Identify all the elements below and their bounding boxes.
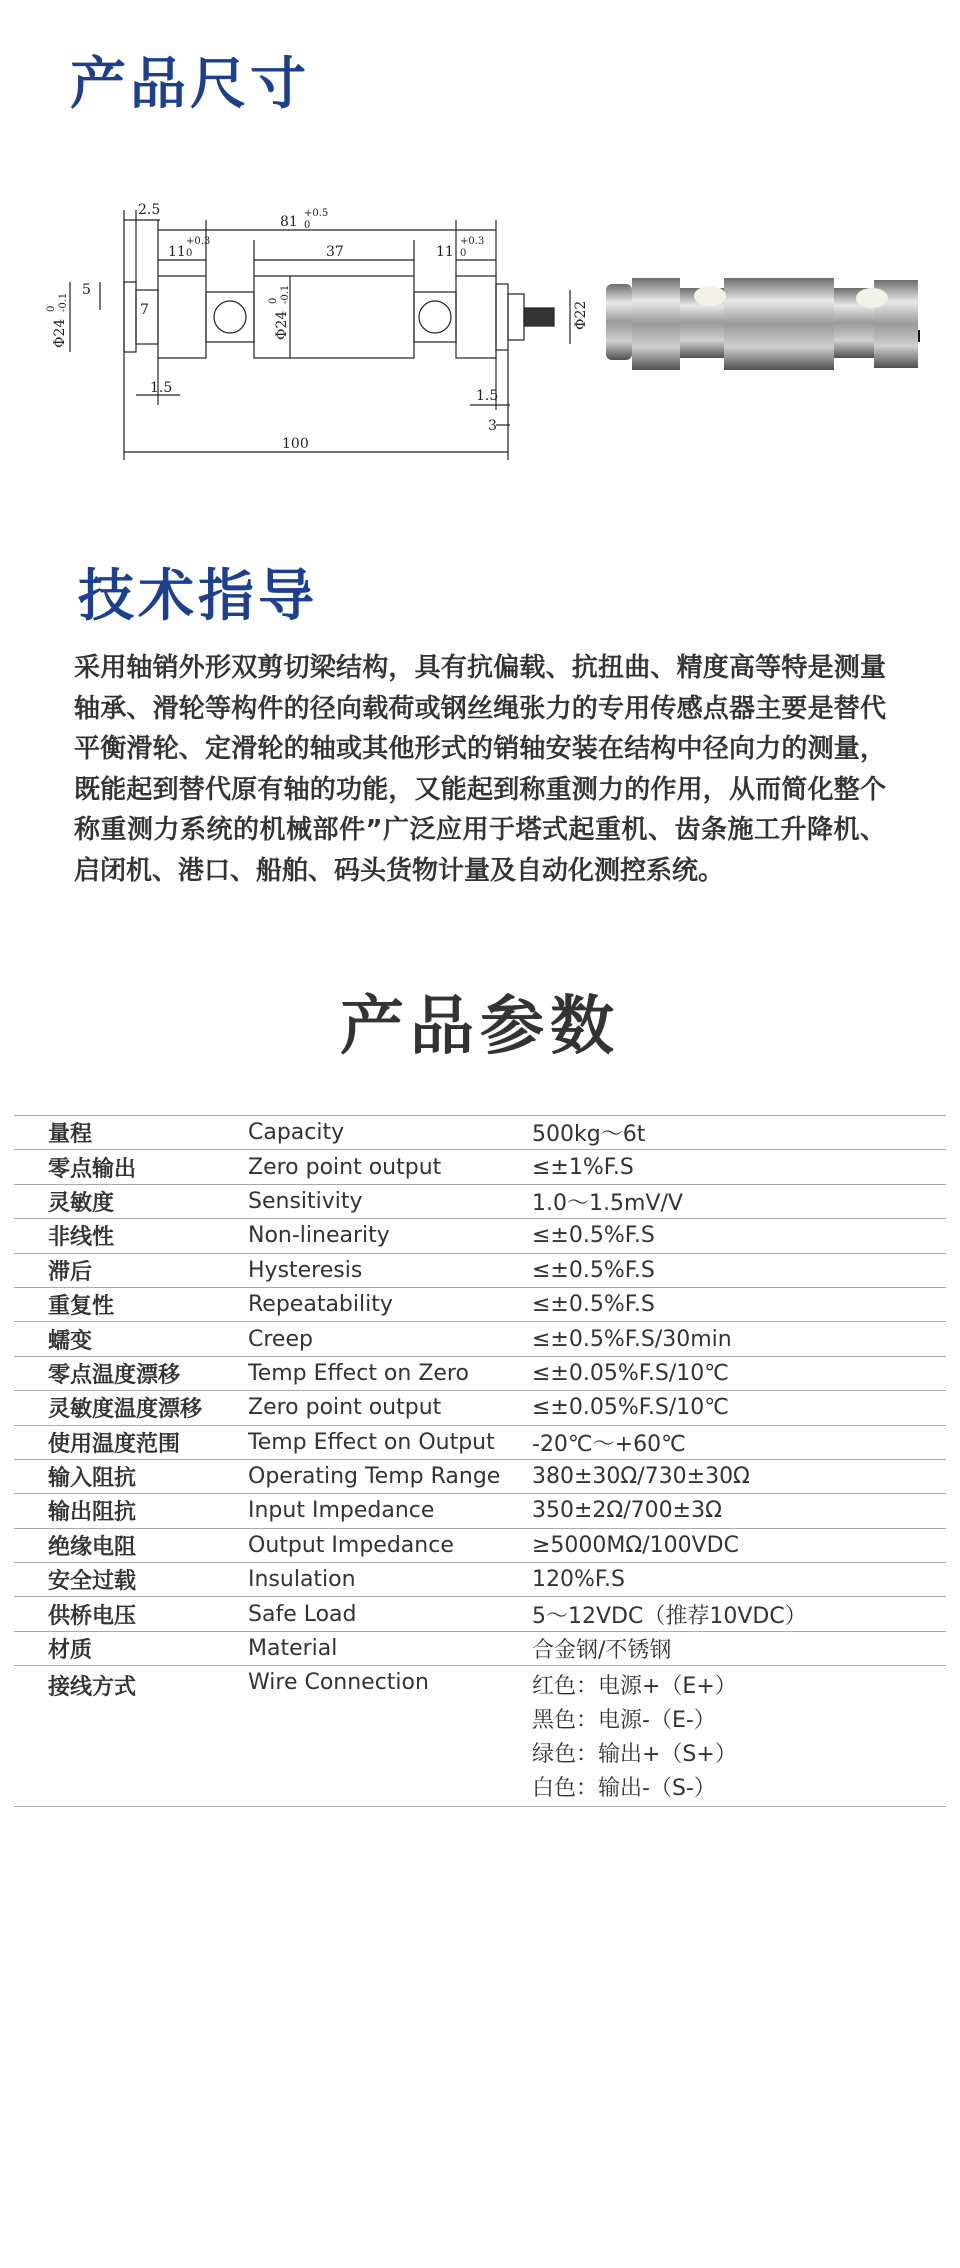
param-value: ≤±0.5%F.S/30min bbox=[532, 1322, 946, 1356]
wire-color-definition: 白色：输出-（S-） bbox=[532, 1776, 716, 1802]
param-name-en: Output Impedance bbox=[248, 1528, 532, 1562]
label-100: 100 bbox=[282, 436, 309, 452]
param-name-en: Hysteresis bbox=[248, 1253, 532, 1287]
param-name-en: Safe Load bbox=[248, 1597, 532, 1631]
param-name-zh: 使用温度范围 bbox=[14, 1425, 248, 1459]
label-11-right-tol-lower: 0 bbox=[460, 248, 467, 259]
param-name-en: Sensitivity bbox=[248, 1184, 532, 1218]
param-row bbox=[14, 1322, 946, 1356]
param-name-en: Repeatability bbox=[248, 1287, 532, 1321]
param-value: 1.0～1.5mV/V bbox=[532, 1184, 946, 1218]
param-name-zh: 灵敏度 bbox=[14, 1184, 248, 1218]
right-neck bbox=[414, 292, 456, 342]
wire-color-definition: 红色：电源+（E+） bbox=[532, 1674, 737, 1700]
param-row bbox=[14, 1563, 946, 1597]
param-value: ≤±0.05%F.S/10℃ bbox=[532, 1391, 946, 1425]
param-row bbox=[14, 1219, 946, 1253]
param-name-en: Temp Effect on Output bbox=[248, 1425, 532, 1459]
label-2-5: 2.5 bbox=[138, 202, 161, 218]
param-row bbox=[14, 1184, 946, 1218]
param-name-zh: 供桥电压 bbox=[14, 1597, 248, 1631]
param-name-zh: 绝缘电阻 bbox=[14, 1528, 248, 1562]
param-value: 500kg～6t bbox=[532, 1116, 946, 1150]
param-name-zh: 灵敏度温度漂移 bbox=[14, 1391, 248, 1425]
param-row bbox=[14, 1253, 946, 1287]
wire-color-definition: 黑色：电源-（E-） bbox=[532, 1708, 716, 1734]
param-name-zh: 零点输出 bbox=[14, 1150, 248, 1184]
param-name-en: Zero point output bbox=[248, 1150, 532, 1184]
params-body bbox=[14, 1116, 946, 1807]
label-phi24-left-tol-lower: -0.1 bbox=[58, 292, 69, 312]
param-value: 350±2Ω/700±3Ω bbox=[532, 1494, 946, 1528]
param-value bbox=[532, 1666, 946, 1807]
param-name-en: Non-linearity bbox=[248, 1219, 532, 1253]
param-row bbox=[14, 1391, 946, 1425]
param-name-en: Input Impedance bbox=[248, 1494, 532, 1528]
param-row bbox=[14, 1528, 946, 1562]
label-1-5-left: 1.5 bbox=[150, 380, 173, 396]
label-phi24-left-tol-upper: 0 bbox=[46, 305, 57, 312]
param-name-en: Insulation bbox=[248, 1563, 532, 1597]
section-title-guide: 技术指导 bbox=[78, 564, 318, 629]
label-11-right-tol-upper: +0.3 bbox=[460, 236, 485, 247]
param-name-en: Wire Connection bbox=[248, 1666, 532, 1807]
label-81-tol-lower: 0 bbox=[304, 220, 311, 231]
param-name-en: Material bbox=[248, 1631, 532, 1665]
param-name-zh: 滞后 bbox=[14, 1253, 248, 1287]
param-row bbox=[14, 1597, 946, 1631]
label-81-tol-upper: +0.5 bbox=[304, 208, 329, 219]
param-name-zh: 材质 bbox=[14, 1631, 248, 1665]
left-end-flange bbox=[124, 282, 136, 352]
wire-line bbox=[532, 1670, 946, 1738]
param-row bbox=[14, 1425, 946, 1459]
param-value: ≤±1%F.S bbox=[532, 1150, 946, 1184]
label-phi24-mid-tol-upper: 0 bbox=[268, 297, 279, 304]
param-name-zh: 输出阻抗 bbox=[14, 1494, 248, 1528]
wire-color-definition: 绿色：输出+（S+） bbox=[532, 1742, 737, 1768]
left-bearing-section bbox=[158, 276, 206, 358]
connector-nut bbox=[508, 294, 524, 340]
section-title-params: 产品参数 bbox=[340, 990, 620, 1064]
param-row bbox=[14, 1287, 946, 1321]
param-name-en: Creep bbox=[248, 1322, 532, 1356]
label-11-left-tol-lower: 0 bbox=[186, 248, 193, 259]
param-row bbox=[14, 1494, 946, 1528]
label-7: 7 bbox=[140, 302, 149, 318]
left-neck bbox=[206, 292, 254, 342]
guide-paragraph: 采用轴销外形双剪切梁结构，具有抗偏载、抗扭曲、精度高等特是测量轴承、滑轮等构件的径向载荷或钢丝绳张力的专用传感点器主要是替代平衡滑轮、定滑轮的轴或其他形式的销轴安装在结构中径向力的测量，既能起到替代原有轴的功能，又能起到称重测力的作用，从而简化整个称重测力系统的机械部件”广泛应用于塔式起重机、齿条施工升降机、启闭机、港口、船舶、码头货物计量及自动化测控系统。 bbox=[74, 653, 886, 886]
param-name-zh: 重复性 bbox=[14, 1287, 248, 1321]
param-name-zh: 零点温度漂移 bbox=[14, 1356, 248, 1390]
label-11-left: 11 bbox=[168, 244, 186, 260]
param-name-zh: 输入阻抗 bbox=[14, 1459, 248, 1493]
right-flange bbox=[496, 284, 508, 350]
param-row bbox=[14, 1459, 946, 1493]
param-value: ≤±0.5%F.S bbox=[532, 1219, 946, 1253]
wire-line bbox=[532, 1738, 946, 1806]
param-row bbox=[14, 1631, 946, 1665]
param-value: 5～12VDC（推荐10VDC） bbox=[532, 1597, 946, 1631]
label-11-left-tol-upper: +0.3 bbox=[186, 236, 211, 247]
technical-drawing-svg bbox=[40, 180, 920, 470]
dimension-drawing bbox=[40, 180, 920, 470]
label-11-right: 11 bbox=[436, 244, 454, 260]
param-name-en: Operating Temp Range bbox=[248, 1459, 532, 1493]
param-row bbox=[14, 1116, 946, 1150]
label-phi24-mid-tol-lower: -0.1 bbox=[280, 284, 291, 304]
section-title-dimensions: 产品尺寸 bbox=[70, 52, 310, 117]
label-phi22: Φ22 bbox=[573, 300, 589, 330]
label-1-5-right: 1.5 bbox=[476, 388, 499, 404]
param-value: ≤±0.5%F.S bbox=[532, 1253, 946, 1287]
label-phi24-left: Φ24 bbox=[52, 318, 68, 348]
right-bearing-section bbox=[456, 276, 496, 358]
param-value: ≥5000MΩ/100VDC bbox=[532, 1528, 946, 1562]
param-value: 380±30Ω/730±30Ω bbox=[532, 1459, 946, 1493]
label-37: 37 bbox=[326, 244, 344, 260]
param-value: ≤±0.05%F.S/10℃ bbox=[532, 1356, 946, 1390]
product-photo bbox=[606, 278, 920, 370]
label-81: 81 bbox=[280, 214, 298, 230]
param-name-en: Temp Effect on Zero bbox=[248, 1356, 532, 1390]
param-row bbox=[14, 1356, 946, 1390]
param-name-zh: 接线方式 bbox=[14, 1666, 248, 1807]
right-gauge-hole bbox=[419, 301, 451, 333]
param-value: 120%F.S bbox=[532, 1563, 946, 1597]
cable bbox=[524, 308, 554, 326]
param-name-zh: 安全过载 bbox=[14, 1563, 248, 1597]
left-gauge-hole bbox=[214, 301, 246, 333]
label-phi24-mid: Φ24 bbox=[274, 310, 290, 340]
params-table bbox=[14, 1115, 946, 1807]
param-name-en: Capacity bbox=[248, 1116, 532, 1150]
param-value: -20℃～+60℃ bbox=[532, 1425, 946, 1459]
param-row bbox=[14, 1666, 946, 1807]
param-name-zh: 蠕变 bbox=[14, 1322, 248, 1356]
param-value: ≤±0.5%F.S bbox=[532, 1287, 946, 1321]
param-name-en: Zero point output bbox=[248, 1391, 532, 1425]
param-row bbox=[14, 1150, 946, 1184]
param-name-zh: 量程 bbox=[14, 1116, 248, 1150]
param-name-zh: 非线性 bbox=[14, 1219, 248, 1253]
label-3: 3 bbox=[488, 418, 497, 434]
label-5: 5 bbox=[82, 282, 91, 298]
param-value: 合金钢/不锈钢 bbox=[532, 1631, 946, 1665]
